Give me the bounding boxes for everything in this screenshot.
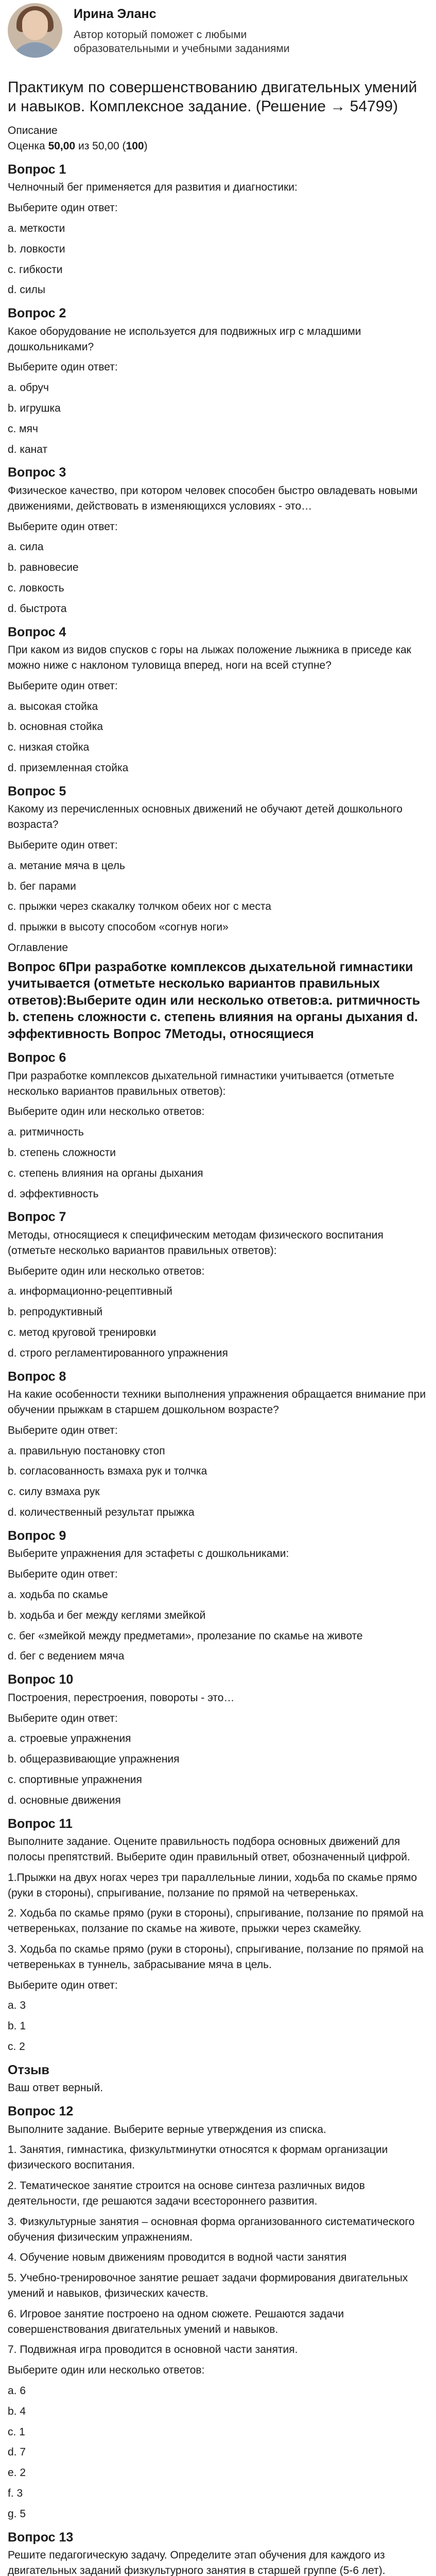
question-2-prompt: Выберите один ответ: [8,361,118,374]
question-10-option: c. спортивные упражнения [8,1773,142,1786]
question-11-option: a. 3 [8,1999,26,2012]
question-6-option: a. ритмичность [8,1126,84,1139]
question-1-option: a. меткости [8,222,65,234]
question-6-option: b. степень сложности [8,1147,116,1159]
question-8-option: b. согласованность взмаха рук и толчка [8,1465,207,1478]
question-1-prompt: Выберите один ответ: [8,202,118,214]
question-9-option: d. бег с ведением мяча [8,1650,125,1663]
question-1-option: d. силы [8,284,45,296]
author-name[interactable]: Ирина Эланс [74,7,156,21]
question-2-option: b. игрушка [8,402,61,414]
question-3-option: b. равновесие [8,562,79,574]
question-5-text: Какому из перечисленных основных движений не обучают детей дошкольного возраста? [8,803,403,831]
question-2-text: Какое оборудование не используется для подвижных игр с младшими дошкольниками? [8,325,361,353]
question-10-option: b. общеразвивающие упражнения [8,1753,180,1766]
question-1-option: b. ловкости [8,243,65,255]
question-3-option: c. ловкость [8,582,64,594]
question-6-prompt: Выберите один или несколько ответов: [8,1106,205,1118]
question-11-prompt: Выберите один ответ: [8,1979,118,1991]
question-7-option: a. информационно-рецептивный [8,1285,172,1298]
question-6-option: c. степень влияния на органы дыхания [8,1167,203,1179]
question-7-option: d. строго регламентированного упражнения [8,1347,228,1359]
question-1-option: c. гибкости [8,263,63,276]
question-3-title: Вопрос 3 [8,465,66,480]
author-description: Автор который поможет с любыми образовательными и учебными заданиями [74,28,290,55]
question-11-feedback-title: Отзыв [8,2062,49,2077]
question-7-prompt: Выберите один или несколько ответов: [8,1265,205,1277]
question-4-text: При каком из видов спусков с горы на лыжах положение лыжника в приседе как можно ниже с наклоном туловища вперед, ноги на всей ступне? [8,644,411,671]
question-11-intro: Выполните задание. Оцените правильность подбора основных движений для полосы препятствий. Выберите один правильный ответ, обозначенный цифрой. [8,1836,410,1863]
question-8-title: Вопрос 8 [8,1369,66,1384]
question-12-statement: 3. Физкультурные занятия – основная форма организованного систематического обучения физическим упражнениям. [8,2215,415,2243]
question-7-option: b. репродуктивный [8,1306,103,1318]
question-13-title: Вопрос 13 [8,2530,74,2545]
question-11-option: b. 1 [8,2020,26,2032]
question-3-option: a. сила [8,541,44,553]
question-4-option: b. основная стойка [8,721,103,733]
question-9-title: Вопрос 9 [8,1528,66,1543]
question-9-text: Выберите упражнения для эстафеты с дошкольниками: [8,1548,289,1560]
score-value: 50,00 [48,140,76,152]
question-5-title: Вопрос 5 [8,784,66,799]
question-12-option: a. 6 [8,2385,26,2397]
question-10-text: Построения, перестроения, повороты - это… [8,1691,235,1704]
question-12-option: f. 3 [8,2487,23,2500]
question-6-option: d. эффективность [8,1188,99,1200]
question-12-option: c. 1 [8,2426,25,2438]
question-5-option: b. бег парами [8,880,76,892]
question-8-option: d. количественный результат прыжка [8,1506,195,1518]
question-12-option: b. 4 [8,2405,26,2417]
question-12-statement: 6. Игровое занятие построено на одном сюжете. Решаются задачи совершенствования двигательных умений и навыков. [8,2308,344,2335]
question-4-option: c. низкая стойка [8,741,90,754]
question-9-option: a. ходьба по скамье [8,1588,108,1601]
question-4-option: a. высокая стойка [8,700,98,713]
question-4-option: d. приземленная стойка [8,761,129,774]
question-7-option: c. метод круговой тренировки [8,1327,156,1338]
question-5-option: d. прыжки в высоту способом «согнув ноги» [8,921,229,934]
question-1-text: Челночный бег применяется для развития и диагностики: [8,181,298,194]
toc-text: Вопрос 6При разработке комплексов дыхательной гимнастики учитывается (отметьте несколько вариантов правильных ответов):Выберите один или несколько ответов:a. ритмичность b. степень сложности c. степень влияния на органы дыхания d. эффективность Вопрос 7Методы, относящиеся [8,959,421,1041]
question-3-prompt: Выберите один ответ: [8,520,118,533]
question-11-statement: 2. Ходьба по скамье прямо (руки в стороны), спрыгивание, ползание по прямой на четвереньках, ползание по скамье на животе, прыжки через скамейку. [8,1907,424,1935]
author-card [8,0,430,60]
question-12-option: g. 5 [8,2507,26,2520]
question-8-option: c. силу взмаха рук [8,1486,100,1498]
question-10-option: d. основные движения [8,1794,121,1806]
question-10-option: a. строевые упражнения [8,1733,131,1745]
question-12-statement: 4. Обучение новым движениям проводится в водной части занятия [8,2251,347,2264]
question-11-option: c. 2 [8,2041,25,2053]
question-11-title: Вопрос 11 [8,1816,73,1831]
author-info [74,3,290,56]
question-6-title: Вопрос 6 [8,1050,66,1065]
question-11-statement: 3. Ходьба по скамье прямо (руки в стороны), спрыгивание, ползание по прямой на четвереньках в туннель, забрасывание мяча в цель. [8,1943,424,1971]
question-11-statement: 1.Прыжки на двух ногах через три параллельные линии, ходьба по скамье прямо (руки в стороны), спрыгивание, ползание по прямой на четвереньках. [8,1871,417,1899]
question-12-statement: 2. Тематическое занятие строится на основе синтеза различных видов деятельности, где решаются задачи всестороннего развития. [8,2180,365,2207]
question-2-option: c. мяч [8,422,38,435]
question-9-prompt: Выберите один ответ: [8,1568,118,1581]
description-label: Описание [8,125,58,137]
question-9-option: c. бег «змейкой между предметами», пролезание по скамье на животе [8,1630,363,1642]
question-4-title: Вопрос 4 [8,624,66,639]
question-7-title: Вопрос 7 [8,1210,66,1225]
question-10-title: Вопрос 10 [8,1672,74,1687]
question-12-prompt: Выберите один или несколько ответов: [8,2364,205,2377]
question-9-option: b. ходьба и бег между кеглями змейкой [8,1609,206,1621]
question-10-prompt: Выберите один ответ: [8,1712,118,1724]
author-avatar[interactable] [8,3,62,58]
question-12-option: d. 7 [8,2446,26,2459]
question-12-statement: 5. Учебно-тренировочное занятие решает задачи формирования двигательных умений и навыков, физических качеств. [8,2272,408,2299]
question-5-option: c. прыжки через скакалку толчком обеих ног с места [8,901,271,913]
score-line: Оценка 50,00 из 50,00 (100) [8,140,148,152]
question-1-title: Вопрос 1 [8,162,66,177]
question-2-option: a. обруч [8,382,49,394]
question-7-text: Методы, относящиеся к специфическим методам физического воспитания (отметьте несколько вариантов правильных ответов): [8,1229,383,1257]
question-2-option: d. канат [8,443,48,455]
question-8-prompt: Выберите один ответ: [8,1424,118,1436]
question-4-prompt: Выберите один ответ: [8,680,118,692]
question-12-statement: 1. Занятия, гимнастика, физкультминутки относятся к формам организации физического воспитания. [8,2144,388,2172]
question-3-text: Физическое качество, при котором человек способен быстро овладевать новыми движениями, действовать в изменяющихся условиях - это… [8,484,418,512]
question-2-title: Вопрос 2 [8,306,66,321]
question-5-option: a. метание мяча в цель [8,859,125,872]
question-8-option: a. правильную постановку стоп [8,1445,165,1457]
question-12-title: Вопрос 12 [8,2104,74,2119]
question-12-intro: Выполните задание. Выберите верные утверждения из списка. [8,2123,326,2136]
score-percent: 100 [126,140,144,152]
question-8-text: На какие особенности техники выполнения упражнения обращается внимание при обучении прыжкам в старшем дошкольном возрасте? [8,1388,426,1416]
question-12-option: e. 2 [8,2467,26,2479]
question-5-prompt: Выберите один ответ: [8,839,118,851]
toc-label: Оглавление [8,941,68,954]
question-6-text: При разработке комплексов дыхательной гимнастики учитывается (отметьте несколько вариантов правильных ответов): [8,1070,394,1097]
question-12-statement: 7. Подвижная игра проводится в основной части занятия. [8,2344,298,2356]
page-title: Практикум по совершенствованию двигательных умений и навыков. Комплексное задание. (Решение → 54799) [8,79,417,115]
question-13-paragraph: Решите педагогическую задачу. Определите этап обучения для каждого из двигательных заданий физкультурного занятия в старшей группе (5-6 лет). [8,2549,386,2576]
question-11-feedback-text: Ваш ответ верный. [8,2082,103,2094]
question-3-option: d. быстрота [8,602,67,615]
